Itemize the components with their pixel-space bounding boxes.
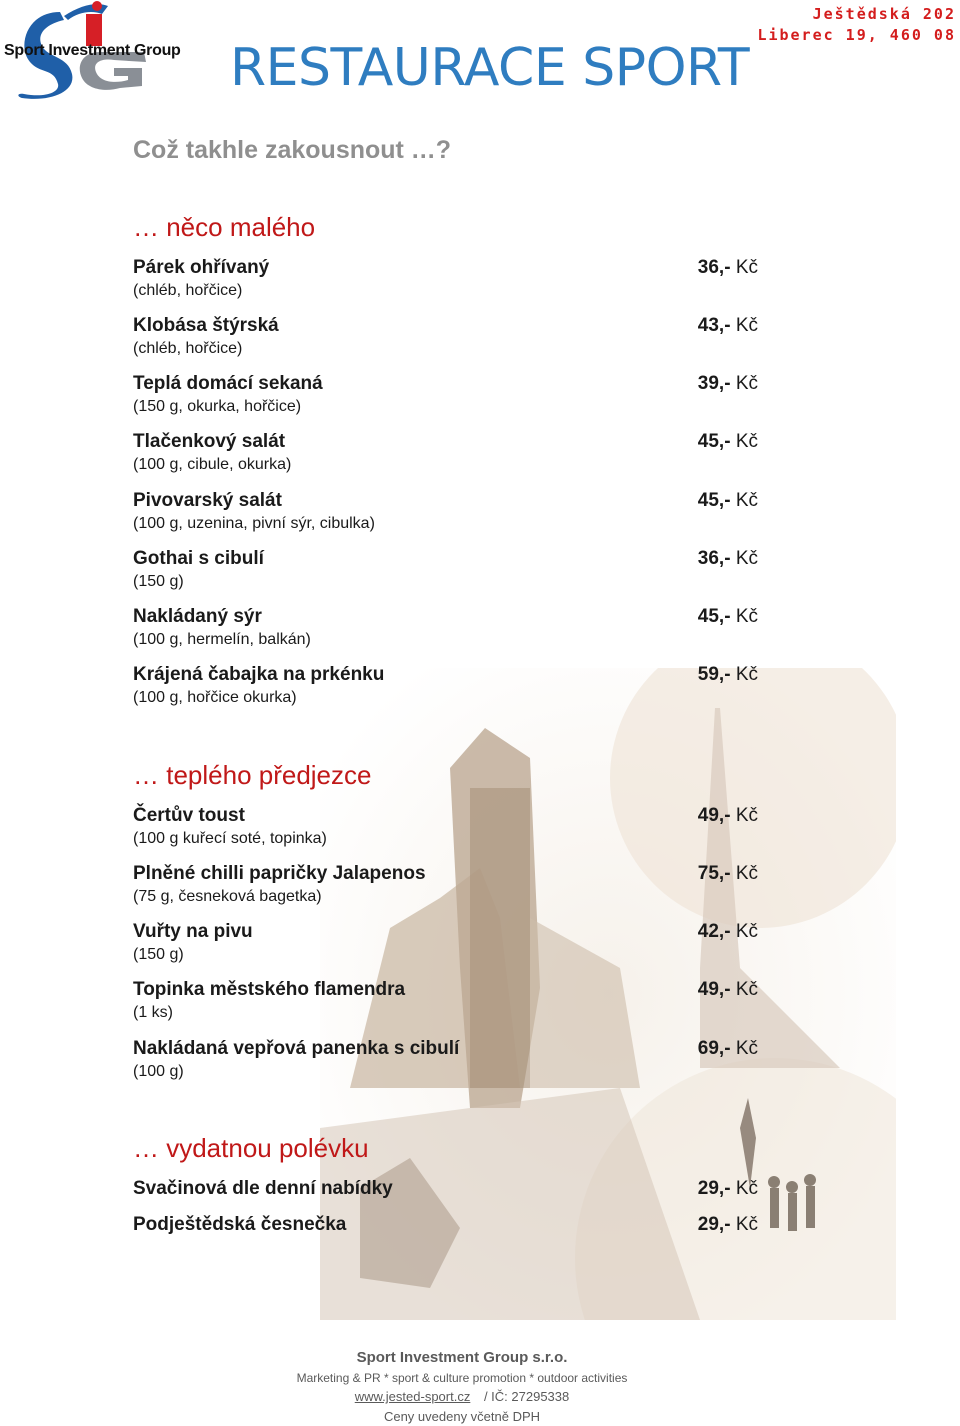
- item-name: Nakládaný sýr: [133, 606, 262, 627]
- item-name: Párek ohřívaný: [133, 257, 270, 278]
- item-detail: (100 g, uzenina, pivní sýr, cibulka): [133, 515, 375, 532]
- item-price: 42,- Kč: [697, 921, 758, 942]
- item-name: Tlačenkový salát: [133, 431, 286, 452]
- item-price: 43,- Kč: [697, 315, 758, 336]
- menu-item: [133, 1177, 758, 1201]
- menu-intro-heading: Což takhle zakousnout …?: [133, 136, 452, 164]
- menu-item: [133, 920, 758, 966]
- menu-item: [133, 489, 758, 535]
- item-price: 75,- Kč: [697, 863, 758, 884]
- price-note: Ceny uvedeny včetně DPH: [383, 1409, 541, 1424]
- item-name: Podještědská česnečka: [133, 1214, 347, 1235]
- item-detail: (chléb, hořčice): [133, 340, 243, 357]
- item-name: Vuřty na pivu: [133, 921, 253, 942]
- company-logo: [2, 0, 180, 100]
- address-city: Liberec 19, 460 08: [757, 26, 956, 44]
- item-name: Čertův toust: [133, 805, 245, 826]
- item-detail: (1 ks): [133, 1004, 173, 1021]
- item-price: 49,- Kč: [697, 805, 758, 826]
- item-name: Svačinová dle denní nabídky: [133, 1178, 393, 1199]
- page-title: RESTAURACE SPORT: [230, 38, 750, 98]
- item-price: 49,- Kč: [697, 979, 758, 1000]
- address-street: Ještědská 202: [812, 5, 956, 23]
- item-detail: (75 g, česneková bagetka): [133, 888, 322, 905]
- item-detail: (100 g, hořčice okurka): [133, 689, 297, 706]
- item-detail: (100 g): [133, 1063, 184, 1080]
- menu-item: [133, 372, 758, 418]
- item-name: Topinka městského flamendra: [133, 979, 406, 1000]
- footer-company: Sport Investment Group s.r.o.: [356, 1349, 568, 1366]
- menu-item: [133, 430, 758, 476]
- menu-item: [133, 862, 758, 908]
- item-name: Plněné chilli papričky Jalapenos: [133, 863, 426, 884]
- item-price: 29,- Kč: [697, 1214, 758, 1235]
- item-price: 36,- Kč: [697, 257, 758, 278]
- logo-text: Sport Investment Group: [4, 42, 181, 59]
- company-id: / IČ: 27295338: [483, 1389, 570, 1404]
- item-detail: (100 g kuřecí soté, topinka): [133, 830, 327, 847]
- section-title-warm-starters: … teplého předjezce: [133, 760, 372, 790]
- menu-item: [133, 256, 758, 302]
- item-name: Pivovarský salát: [133, 490, 282, 511]
- menu-item: [133, 1213, 758, 1237]
- item-price: 29,- Kč: [697, 1178, 758, 1199]
- item-detail: (100 g, cibule, okurka): [133, 456, 292, 473]
- item-price: 59,- Kč: [697, 664, 758, 685]
- menu-item: [133, 605, 758, 651]
- website-link[interactable]: www.jested-sport.cz: [354, 1389, 471, 1404]
- item-detail: (chléb, hořčice): [133, 282, 243, 299]
- menu-item: [133, 663, 758, 709]
- item-detail: (100 g, hermelín, balkán): [133, 631, 311, 648]
- section-title-soups: … vydatnou polévku: [133, 1133, 369, 1163]
- item-price: 69,- Kč: [697, 1038, 758, 1059]
- item-detail: (150 g, okurka, hořčice): [133, 398, 302, 415]
- item-detail: (150 g): [133, 573, 184, 590]
- menu-item: [133, 804, 758, 850]
- item-name: Krájená čabajka na prkénku: [133, 664, 385, 685]
- item-name: Teplá domácí sekaná: [133, 373, 323, 394]
- section-title-small-dishes: … něco malého: [133, 212, 316, 242]
- footer-contact: [0, 1389, 924, 1404]
- menu-item: [133, 314, 758, 360]
- item-price: 45,- Kč: [697, 490, 758, 511]
- menu-item: [133, 1037, 758, 1083]
- item-detail: (150 g): [133, 946, 184, 963]
- item-name: Nakládaná vepřová panenka s cibulí: [133, 1038, 460, 1059]
- item-price: 39,- Kč: [697, 373, 758, 394]
- item-name: Klobása štýrská: [133, 315, 279, 336]
- item-price: 36,- Kč: [697, 548, 758, 569]
- menu-item: [133, 547, 758, 593]
- item-name: Gothai s cibulí: [133, 548, 264, 569]
- address-block: [757, 4, 956, 46]
- footer-tagline: Marketing & PR * sport & culture promotion * outdoor activities: [296, 1371, 628, 1385]
- item-price: 45,- Kč: [697, 431, 758, 452]
- item-price: 45,- Kč: [697, 606, 758, 627]
- menu-item: [133, 978, 758, 1024]
